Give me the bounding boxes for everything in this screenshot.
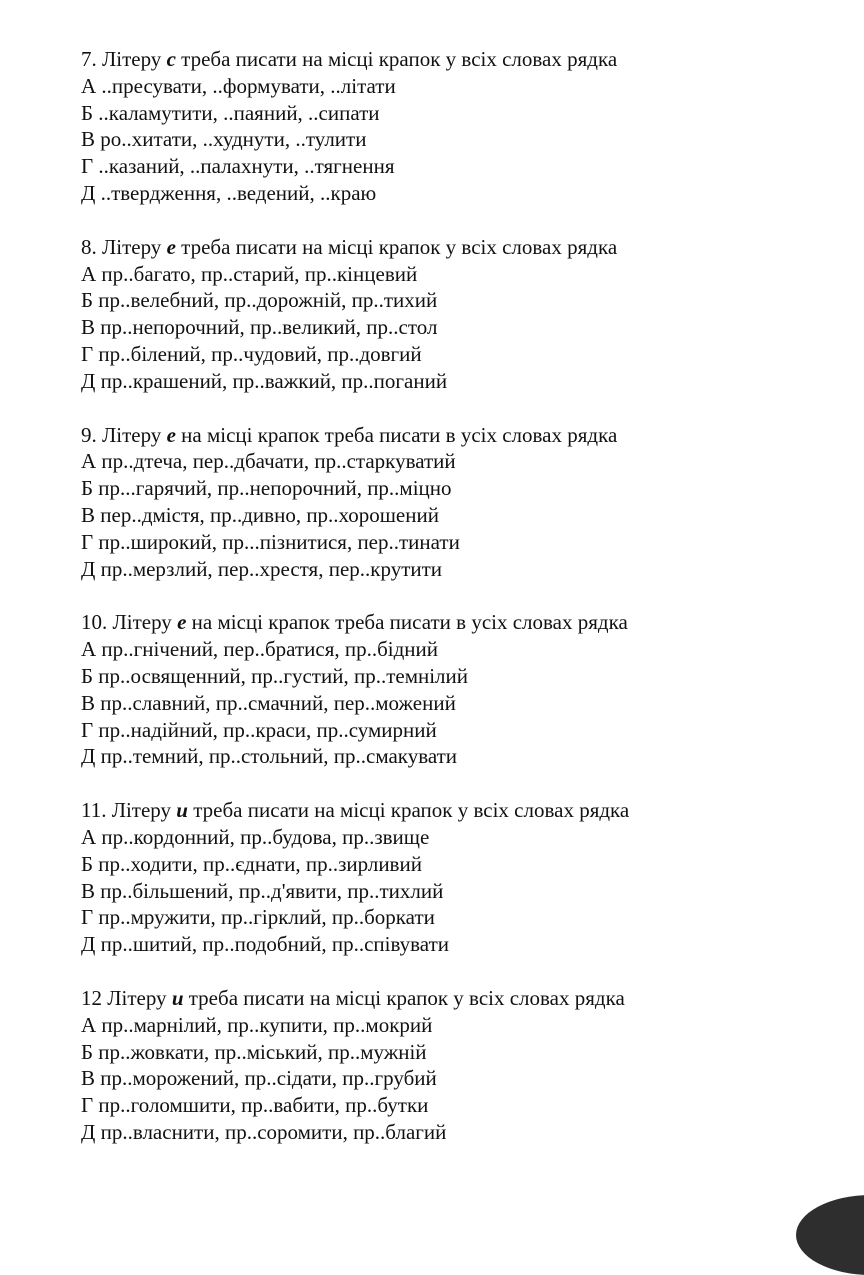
answer-option: Б ..каламутити, ..паяний, ..сипати [81, 100, 380, 125]
question-stem-prefix: 9. Літеру [81, 422, 167, 447]
answer-option: Б пр..освященний, пр..густий, пр..темнілий [81, 663, 469, 688]
answer-option: Б пр..велебний, пр..дорожній, пр..тихий [81, 288, 438, 313]
answer-option: В пр..морожений, пр..сідати, пр..грубий [81, 1066, 437, 1091]
answer-option: Г пр..голомшити, пр..вабити, пр..бутки [81, 1093, 429, 1118]
question-block [81, 797, 841, 958]
question-stem [81, 422, 841, 449]
answer-option: Г пр..надійний, пр..краси, пр..сумирний [81, 717, 437, 742]
answer-option: Д ..твердження, ..ведений, ..краю [81, 180, 377, 205]
answer-option: В пер..дмістя, пр..дивно, пр..хорошений [81, 502, 439, 527]
answer-option: Б пр..ходити, пр..єднати, пр..зирливий [81, 851, 422, 876]
question-block [81, 609, 841, 770]
answer-option: В пр..більшений, пр..д'явити, пр..тихлий [81, 878, 444, 903]
question-stem [81, 609, 841, 636]
question-stem-suffix: на місці крапок треба писати в усіх словах рядка [175, 422, 618, 447]
question-stem-prefix: 10. Літеру [81, 610, 178, 635]
answer-option: В ро..хитати, ..худнути, ..тулити [81, 127, 367, 152]
question-block [81, 46, 841, 207]
question-stem [81, 234, 841, 261]
question-stem-prefix: 11. Літеру [81, 798, 177, 823]
answer-option: Б пр..жовкати, пр..міський, пр..мужній [81, 1039, 427, 1064]
answer-option: А пр..кордонний, пр..будова, пр..звище [81, 824, 430, 849]
answer-option: Д пр..темний, пр..стольний, пр..смакувати [81, 744, 458, 769]
answer-option: Д пр..крашений, пр..важкий, пр..поганий [81, 368, 448, 393]
question-block [81, 234, 841, 395]
target-letter: е [166, 422, 176, 447]
answer-option: В пр..славний, пр..смачний, пер..можений [81, 690, 456, 715]
answer-option: Д пр..мерзлий, пер..хрестя, пер..крутити [81, 556, 443, 581]
target-letter: е [166, 234, 176, 259]
question-stem [81, 797, 841, 824]
answer-option: Д пр..власнити, пр..соромити, пр..благий [81, 1119, 447, 1144]
question-stem [81, 985, 841, 1012]
question-stem-prefix: 12 Літеру [81, 985, 172, 1010]
answer-option: А пр..багато, пр..старий, пр..кінцевий [81, 261, 418, 286]
target-letter: с [166, 47, 176, 71]
question-stem-suffix: треба писати на місці крапок у всіх словах рядка [183, 985, 625, 1010]
question-stem-suffix: треба писати на місці крапок у всіх словах рядка [187, 798, 630, 823]
question-stem-prefix: 8. Літеру [81, 234, 167, 259]
answer-option: А пр..дтеча, пер..дбачати, пр..старкуватий [81, 449, 456, 474]
answer-option: Б пр...гарячий, пр..непорочний, пр..міцно [81, 476, 452, 501]
answer-option: А пр..марнілий, пр..купити, пр..мокрий [81, 1012, 433, 1037]
answer-option: Д пр..шитий, пр..подобний, пр..співувати [81, 932, 449, 957]
document-page [81, 46, 841, 1173]
answer-option: А ..пресувати, ..формувати, ..літати [81, 73, 396, 98]
answer-option: Г ..казаний, ..палахнути, ..тягнення [81, 154, 395, 179]
answer-option: А пр..гнічений, пер..братися, пр..бідний [81, 637, 439, 662]
question-stem [81, 46, 841, 73]
question-block [81, 422, 841, 583]
corner-overlay-shape [796, 1195, 864, 1275]
question-stem-suffix: треба писати на місці крапок у всіх словах рядка [175, 234, 618, 259]
target-letter: и [171, 985, 184, 1010]
question-stem-suffix: треба писати на місці крапок у всіх словах рядка [175, 47, 618, 71]
answer-option: Г пр..білений, пр..чудовий, пр..довгий [81, 341, 422, 366]
answer-option: Г пр..широкий, пр...пізнитися, пер..тинати [81, 529, 460, 554]
answer-option: Г пр..мружити, пр..гірклий, пр..боркати [81, 905, 435, 930]
target-letter: е [177, 610, 187, 635]
question-stem-prefix: 7. Літеру [81, 47, 167, 71]
question-stem-suffix: на місці крапок треба писати в усіх словах рядка [186, 610, 628, 635]
target-letter: и [176, 798, 188, 823]
question-block [81, 985, 841, 1146]
answer-option: В пр..непорочний, пр..великий, пр..стол [81, 315, 438, 340]
